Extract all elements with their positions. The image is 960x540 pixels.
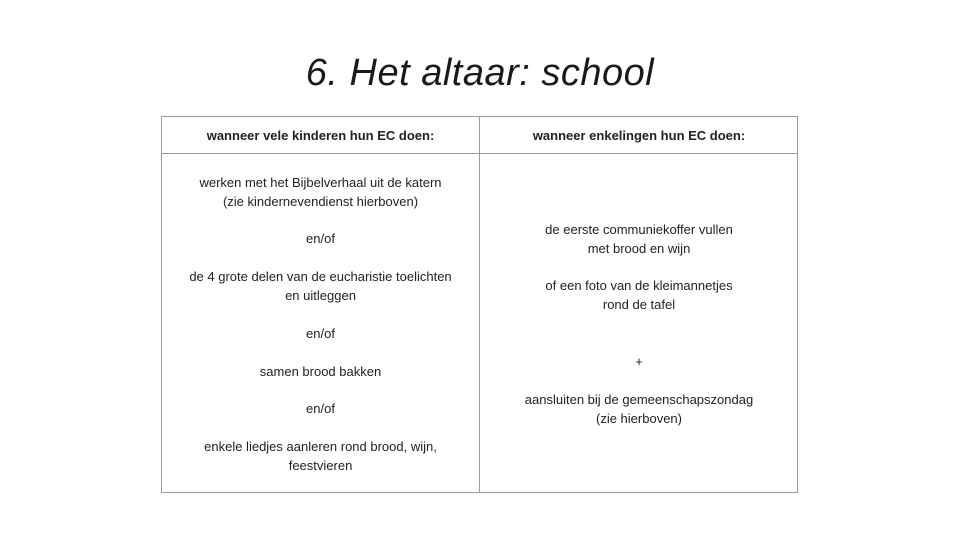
right-item-plus: + — [635, 354, 643, 369]
left-item: (zie kindernevendienst hierboven) — [222, 194, 419, 209]
left-item: werken met het Bijbelverhaal uit de katern — [199, 175, 442, 190]
left-item: enkele liedjes aanleren rond brood, wijn, — [204, 439, 437, 454]
left-item: en uitleggen — [285, 288, 356, 303]
header-many-children: wanneer vele kinderen hun EC doen: — [206, 127, 435, 143]
right-item: de eerste communiekoffer vullen — [545, 222, 733, 237]
right-column-content — [480, 154, 798, 493]
right-item: (zie hierboven) — [596, 411, 682, 426]
left-item-or: en/of — [306, 401, 335, 416]
left-column-content — [162, 154, 479, 493]
right-item: of een foto van de kleimannetjes — [545, 278, 733, 293]
right-item: aansluiten bij de gemeenschapszondag — [524, 392, 754, 407]
left-item: samen brood bakken — [259, 364, 382, 379]
slide-title: 6. Het altaar: school — [305, 52, 655, 94]
right-item: rond de tafel — [602, 297, 676, 312]
left-item: de 4 grote delen van de eucharistie toelichten — [189, 269, 452, 284]
left-item-or: en/of — [306, 231, 335, 246]
header-few-children: wanneer enkelingen hun EC doen: — [532, 127, 746, 143]
right-item: met brood en wijn — [587, 241, 691, 256]
left-item: feestvieren — [288, 458, 353, 473]
comparison-table — [161, 116, 798, 493]
left-item-or: en/of — [306, 326, 335, 341]
